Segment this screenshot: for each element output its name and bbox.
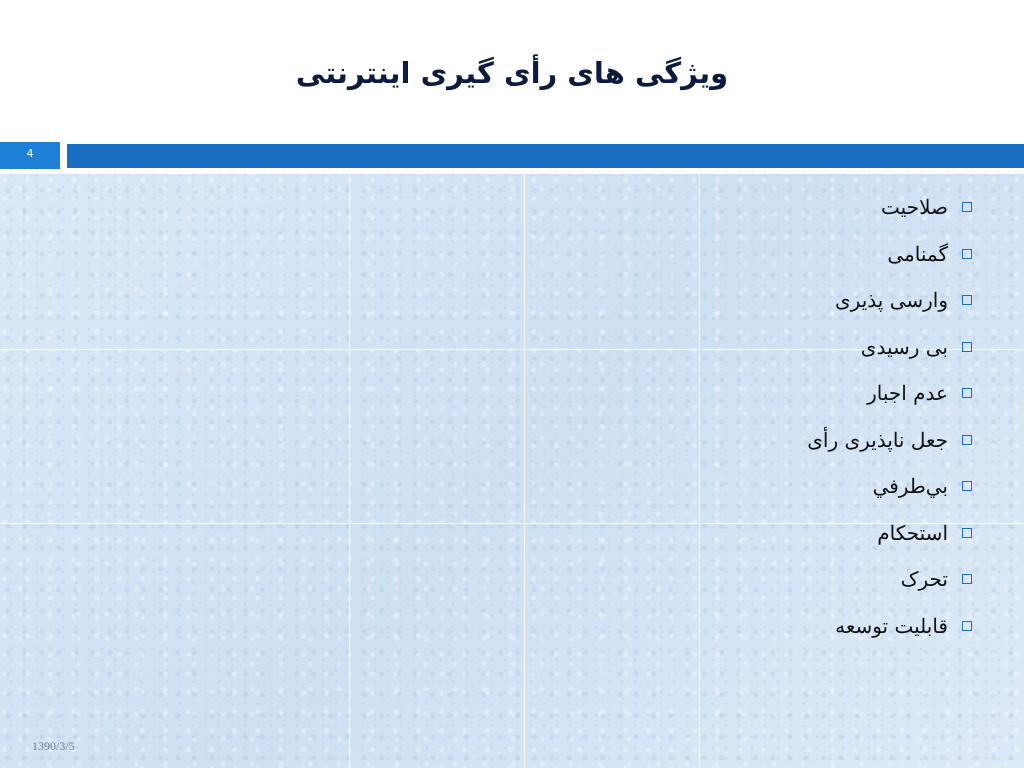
list-item-label: گمنامی [887, 241, 948, 266]
square-bullet-icon [962, 202, 972, 212]
list-item-label: بی رسیدی [860, 334, 948, 359]
square-bullet-icon [962, 435, 972, 445]
list-item-label: عدم اجبار [867, 381, 948, 406]
square-bullet-icon [962, 574, 972, 584]
list-item [807, 324, 972, 371]
list-item [807, 370, 972, 417]
list-item [807, 463, 972, 510]
header-accent-bar [67, 144, 1024, 168]
list-item [807, 184, 972, 231]
square-bullet-icon [962, 528, 972, 538]
square-bullet-icon [962, 249, 972, 259]
list-item-label: وارسی پذیری [835, 288, 948, 313]
list-item [807, 556, 972, 603]
list-item-label: جعل ناپذیری رأی [807, 427, 948, 452]
list-item-label: تحرک [900, 567, 948, 592]
square-bullet-icon [962, 295, 972, 305]
square-bullet-icon [962, 621, 972, 631]
list-item-label: استحکام [877, 520, 948, 545]
list-item [807, 510, 972, 557]
square-bullet-icon [962, 481, 972, 491]
list-item-label: بي‌طرفي [872, 474, 948, 499]
slide-number: 4 [0, 142, 60, 169]
list-item [807, 231, 972, 278]
list-item-label: قابلیت توسعه [835, 613, 948, 638]
footer-date: 1390/3/5 [32, 739, 75, 753]
square-bullet-icon [962, 342, 972, 352]
list-item [807, 417, 972, 464]
list-item-label: صلاحیت [881, 195, 948, 220]
bullet-list [807, 184, 972, 649]
slide-title: ویژگی های رأی گیری اینترنتی [295, 56, 729, 90]
square-bullet-icon [962, 388, 972, 398]
panel-tile-divider [349, 174, 350, 768]
list-item [807, 277, 972, 324]
panel-tile-divider [699, 174, 700, 768]
panel-tile-divider [524, 174, 525, 768]
list-item [807, 603, 972, 650]
content-panel [0, 174, 1024, 768]
